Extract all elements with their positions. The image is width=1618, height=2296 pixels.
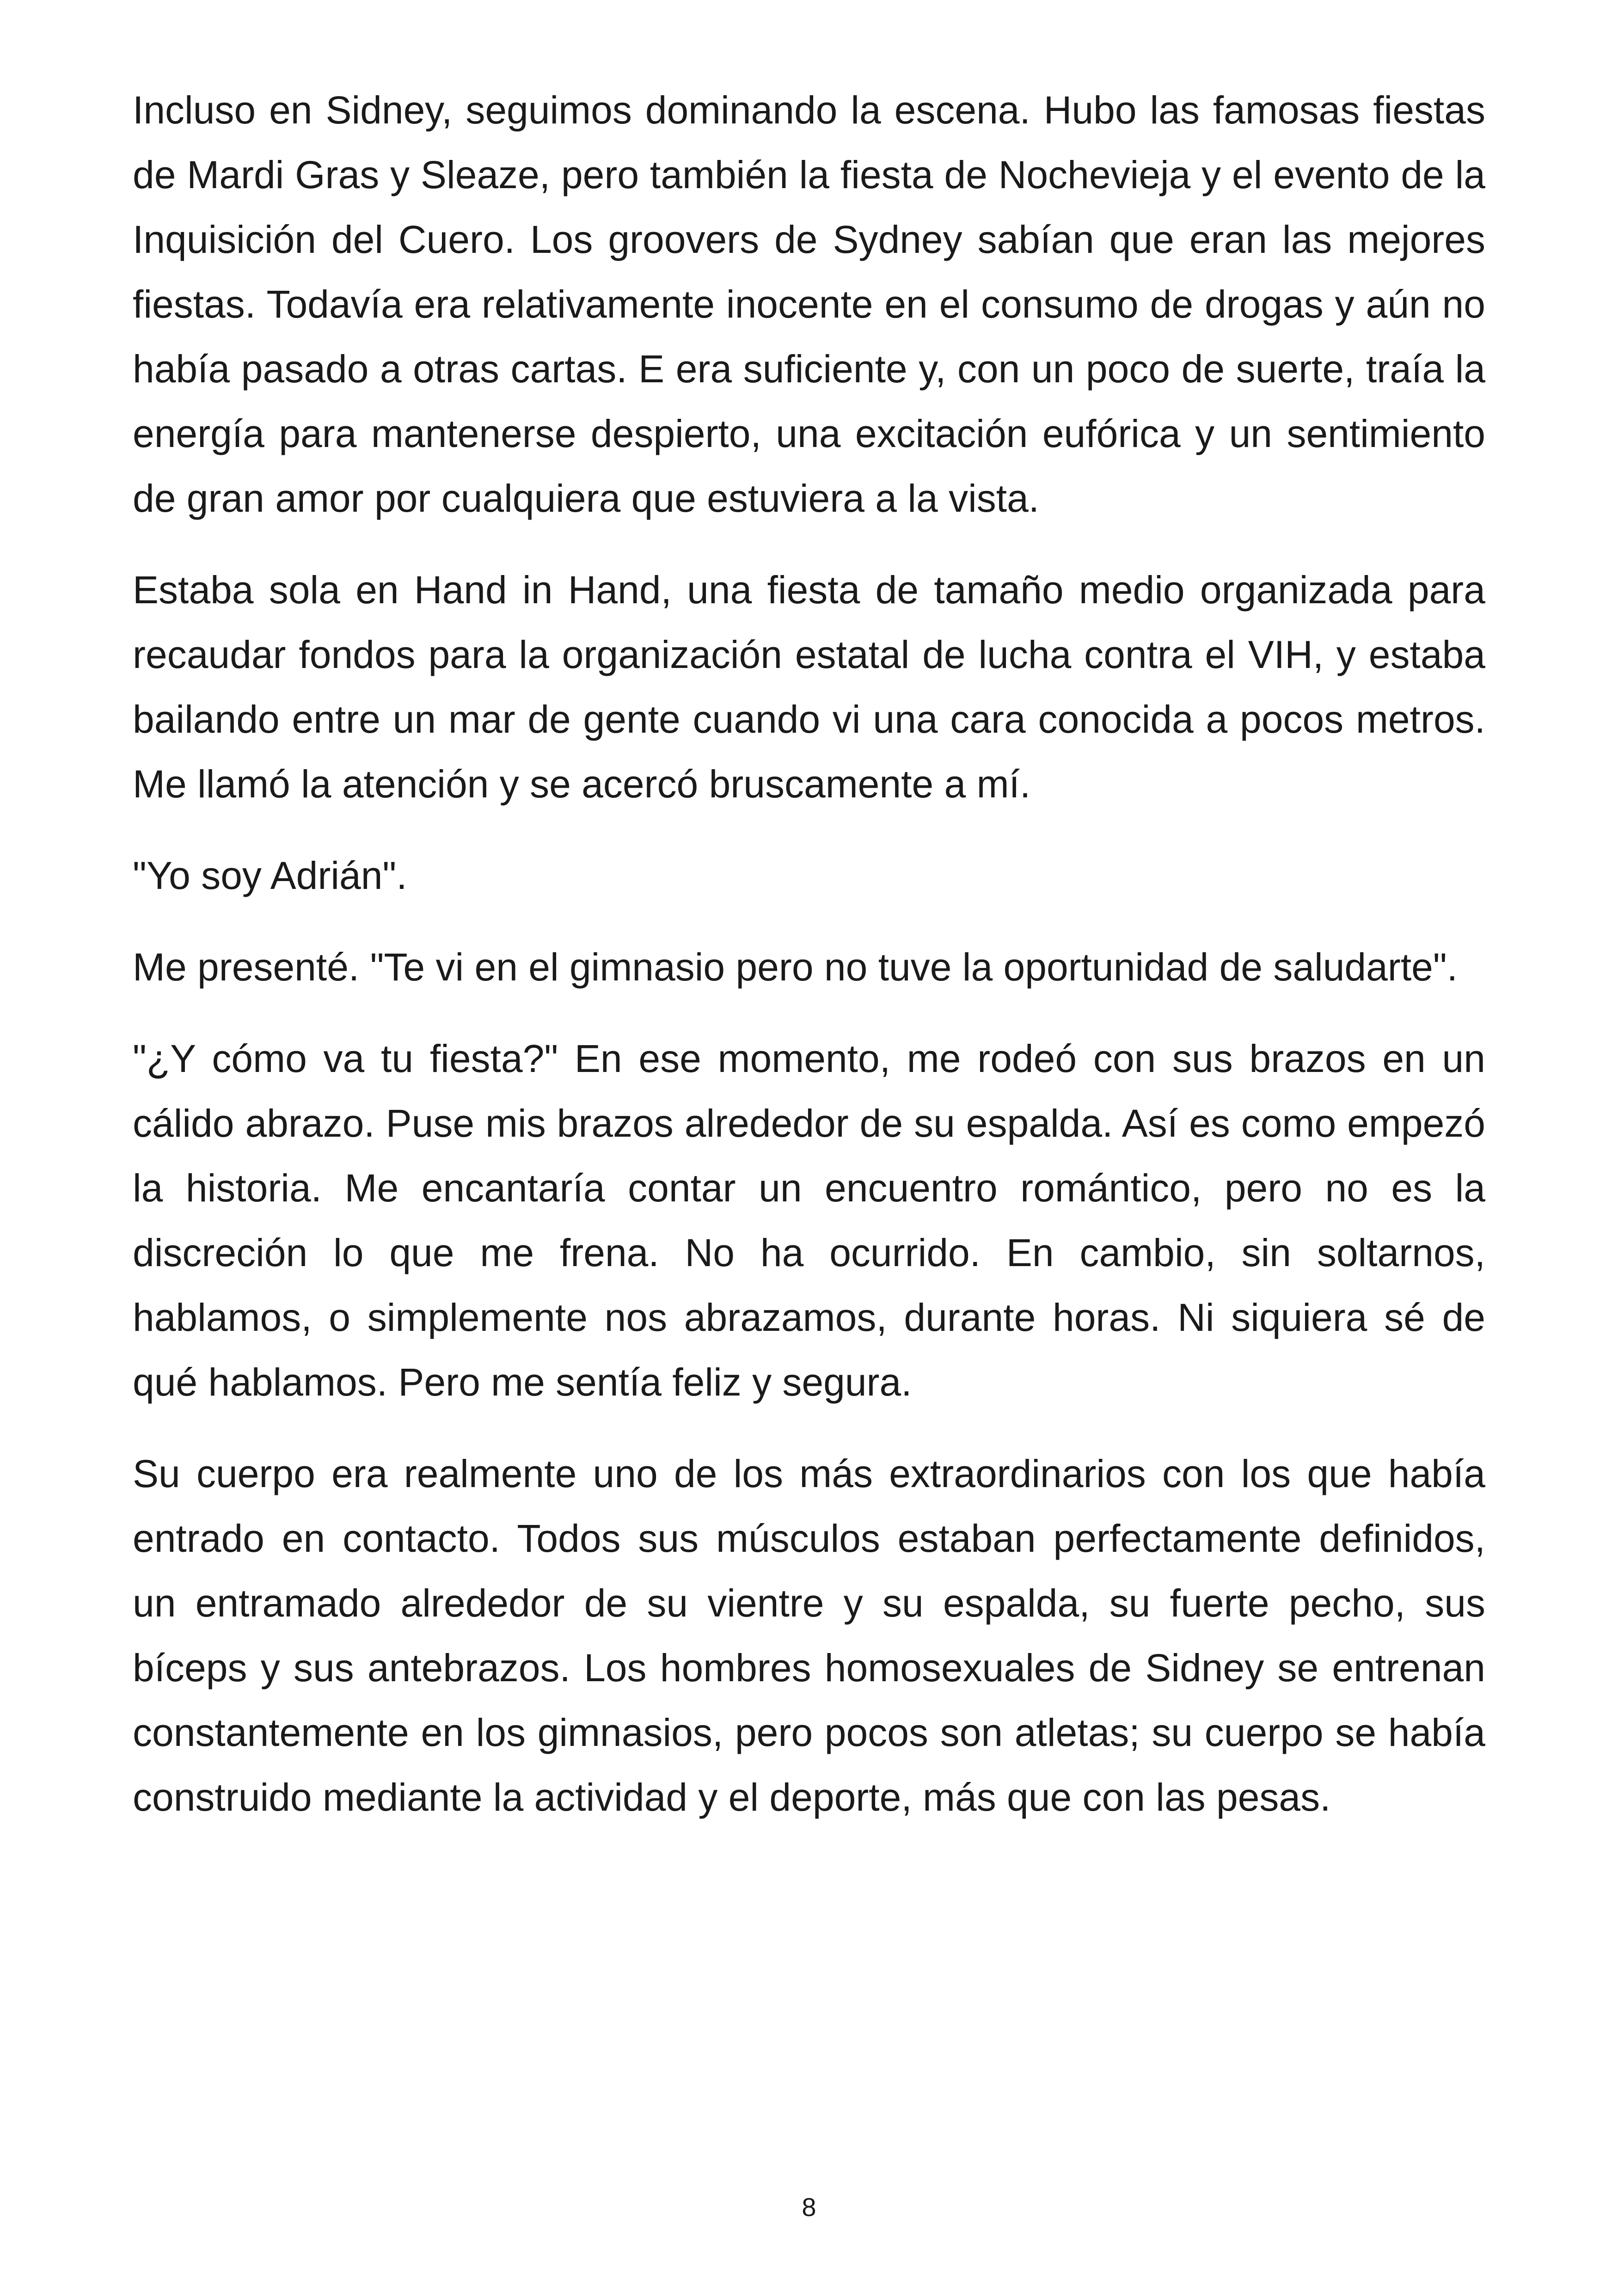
paragraph-embrace: "¿Y cómo va tu fiesta?" En ese momento, me rodeó con sus brazos en un cálido abrazo. Puse mis brazos alrededor de su espalda. Así es como empezó la historia. Me encantaría contar un encuentro romántico, pero no es la discreción lo que me frena. No ha ocurrido. En cambio, sin soltarnos, hablamos, o simplemente nos abrazamos, durante horas. Ni siquiera sé de qué hablamos. Pero me sentía feliz y segura. [133, 1037, 1485, 1404]
body-text [133, 78, 1485, 1856]
paragraph-body-description: Su cuerpo era realmente uno de los más extraordinarios con los que había entrado en contacto. Todos sus músculos estaban perfectamente definidos, un entramado alrededor de su vientre y su espalda, su fuerte pecho, sus bíceps y sus antebrazos. Los hombres homosexuales de Sidney se entrenan constantemente en los gimnasios, pero pocos son atletas; su cuerpo se había construido mediante la actividad y el deporte, más que con las pesas. [133, 1452, 1485, 1819]
page-number: 8 [802, 2192, 816, 2222]
paragraph-sidney-scene: Incluso en Sidney, seguimos dominando la escena. Hubo las famosas fiestas de Mardi Gras y Sleaze, pero también la fiesta de Nochevieja y el evento de la Inquisición del Cuero. Los groovers de Sydney sabían que eran las mejores fiestas. Todavía era relativamente inocente en el consumo de drogas y aún no había pasado a otras cartas. E era suficiente y, con un poco de suerte, traía la energía para mantenerse despierto, una excitación eufórica y un sentimiento de gran amor por cualquiera que estuviera a la vista. [133, 88, 1485, 520]
paragraph-adrian-intro: "Yo soy Adrián". [133, 854, 407, 897]
paragraph-presentation: Me presenté. "Te vi en el gimnasio pero no tuve la oportunidad de saludarte". [133, 945, 1458, 989]
paragraph-hand-in-hand: Estaba sola en Hand in Hand, una fiesta de tamaño medio organizada para recaudar fondos para la organización estatal de lucha contra el VIH, y estaba bailando entre un mar de gente cuando vi una cara conocida a pocos metros. Me llamó la atención y se acercó bruscamente a mí. [133, 568, 1485, 806]
